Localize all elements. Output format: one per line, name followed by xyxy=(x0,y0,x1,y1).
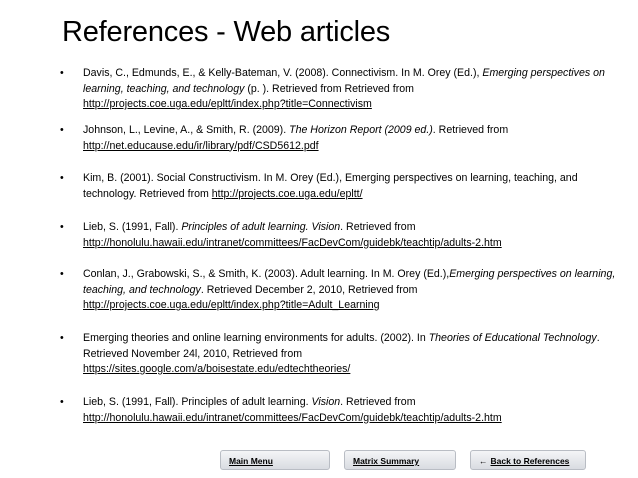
matrix-summary-button[interactable] xyxy=(344,450,456,470)
back-to-references-label: Back to References xyxy=(490,456,570,466)
reference-text: Davis, C., Edmunds, E., & Kelly-Bateman, V. (2008). Connectivism. In M. Orey (Ed.), Emerging perspectives on learning, teaching, and technology (p. ). Retrieved from Retrieved from http://projects.coe.uga.edu/epltt/index.php?title=Connectivism xyxy=(83,67,605,110)
reference-text: Johnson, L., Levine, A., & Smith, R. (2009). The Horizon Report (2009 ed.). Retrieved from http://net.educause.edu/ir/library/pdf/CSD5612.pdf xyxy=(83,124,509,152)
reference-text: Kim, B. (2001). Social Constructivism. In M. Orey (Ed.), Emerging perspectives on learning, teaching, and technology. Retrieved from http://projects.coe.uga.edu/epltt/ xyxy=(83,172,578,200)
reference-text: Lieb, S. (1991, Fall). Principles of adult learning. Vision. Retrieved from http://honolulu.hawaii.edu/intranet/committees/FacDevCom/guidebk/teachtip/adults-2.htm xyxy=(83,221,502,249)
back-to-references-button[interactable] xyxy=(470,450,586,470)
reference-link[interactable]: http://honolulu.hawaii.edu/intranet/committees/FacDevCom/guidebk/teachtip/adults-2.htm xyxy=(83,411,502,424)
bullet-icon: • xyxy=(60,396,64,408)
reference-item xyxy=(60,220,620,251)
main-menu-button[interactable] xyxy=(220,450,330,470)
bullet-icon: • xyxy=(60,124,64,136)
reference-text: Lieb, S. (1991, Fall). Principles of adult learning. Vision. Retrieved from http://honolulu.hawaii.edu/intranet/committees/FacDevCom/guidebk/teachtip/adults-2.htm xyxy=(83,396,502,424)
reference-item xyxy=(60,395,620,426)
reference-item xyxy=(60,66,620,113)
reference-item xyxy=(60,331,620,378)
reference-link[interactable]: http://net.educause.edu/ir/library/pdf/CSD5612.pdf xyxy=(83,139,319,152)
reference-link[interactable]: http://honolulu.hawaii.edu/intranet/committees/FacDevCom/guidebk/teachtip/adults-2.htm xyxy=(83,236,502,249)
arrow-left-icon: ← xyxy=(479,456,488,466)
matrix-summary-label: Matrix Summary xyxy=(353,456,420,466)
bullet-icon: • xyxy=(60,67,64,79)
reference-text: Conlan, J., Grabowski, S., & Smith, K. (2003). Adult learning. In M. Orey (Ed.),Emerging perspectives on learning, teaching, and technology. Retrieved December 2, 2010, Retrieved from http://projects.coe.uga.edu/epltt/index.php?title=Adult_Learning xyxy=(83,268,616,311)
reference-link[interactable]: http://projects.coe.uga.edu/epltt/index.php?title=Adult_Learning xyxy=(83,299,380,311)
bullet-icon: • xyxy=(60,221,64,233)
slide-title: References - Web articles xyxy=(62,16,391,48)
reference-link[interactable]: https://sites.google.com/a/boisestate.edu/edtechtheories/ xyxy=(83,363,351,375)
bullet-icon: • xyxy=(60,172,64,184)
reference-item xyxy=(60,267,620,314)
reference-link[interactable]: http://projects.coe.uga.edu/epltt/ xyxy=(211,187,363,200)
reference-item xyxy=(60,171,620,202)
main-menu-label: Main Menu xyxy=(229,456,273,466)
reference-text: Emerging theories and online learning environments for adults. (2002). In Theories of Educational Technology. Retrieved November 24l, 2010, Retrieved from https://sites.google.com/a/boisestate.edu/edtechtheories/ xyxy=(83,332,600,375)
reference-link[interactable]: http://projects.coe.uga.edu/epltt/index.php?title=Connectivism xyxy=(83,98,372,110)
bullet-icon: • xyxy=(60,268,64,280)
bullet-icon: • xyxy=(60,332,64,344)
reference-item xyxy=(60,123,620,154)
